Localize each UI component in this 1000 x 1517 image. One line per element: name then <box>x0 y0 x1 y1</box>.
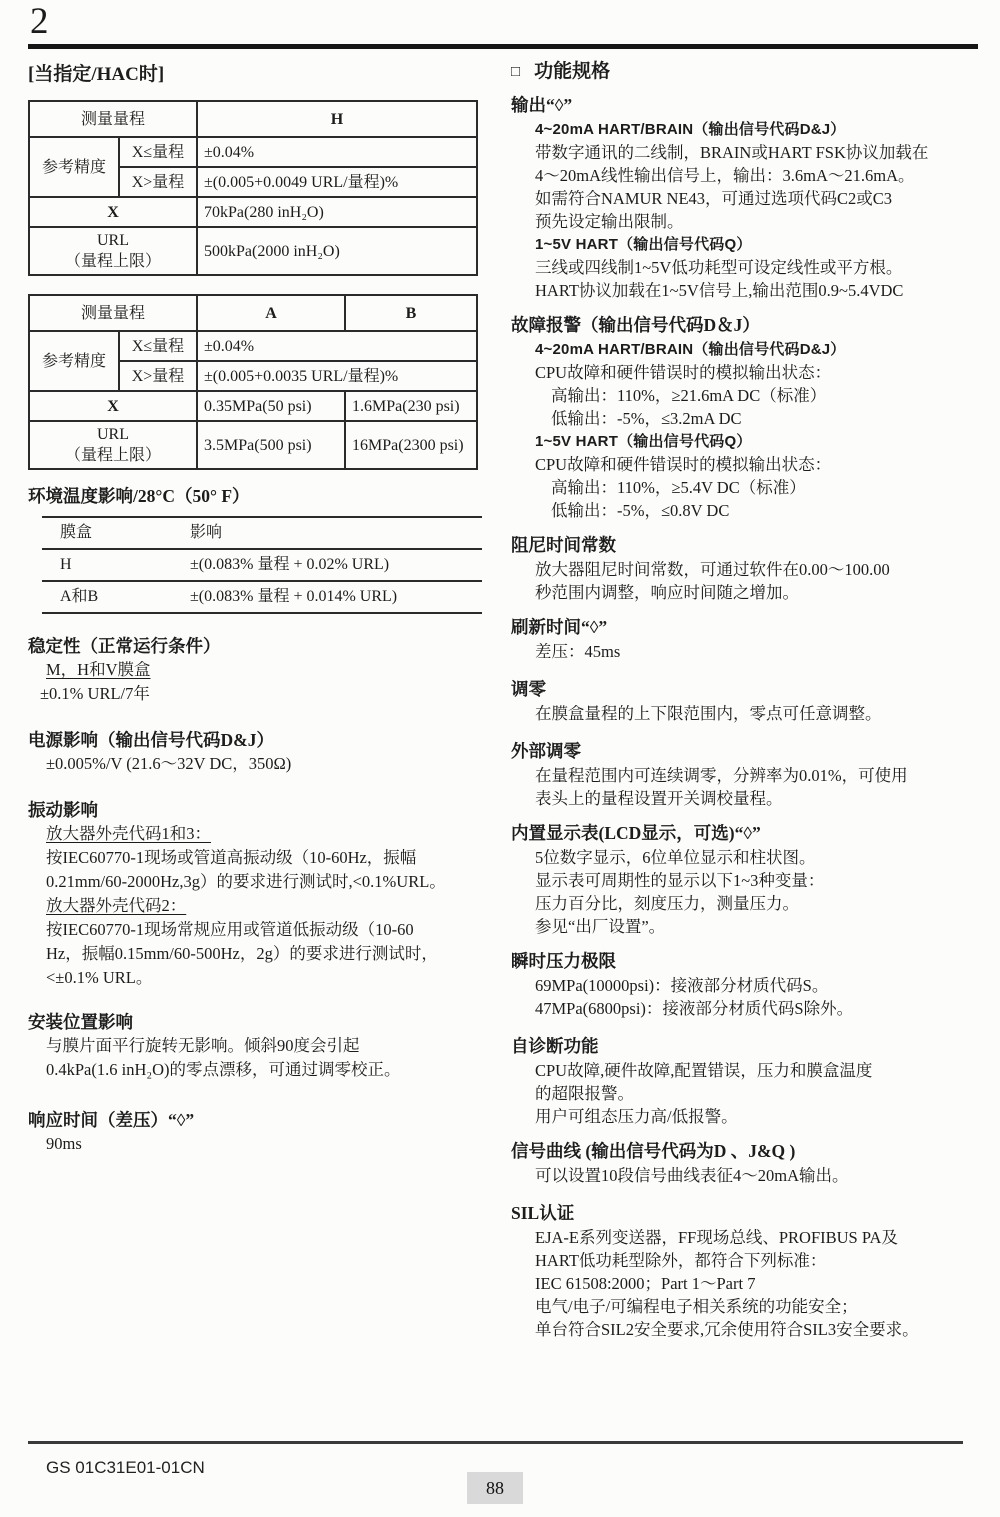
x-label: X <box>29 391 197 421</box>
section-lcd-display <box>511 821 989 938</box>
effect-ab: ±(0.083% 量程 + 0.014% URL) <box>188 581 482 613</box>
text-line: Hz，振幅0.15mm/60-500Hz，2g）的要求进行测试时， <box>46 944 438 963</box>
section-output <box>511 93 989 302</box>
table-header-a: A <box>197 295 345 331</box>
text-line: 带数字通讯的二线制，BRAIN或HART FSK协议加载在 <box>535 143 929 162</box>
text-line: 表头上的量程设置开关调校量程。 <box>535 789 783 808</box>
text-line: 低输出：-5%，≤3.2mA DC <box>551 409 742 428</box>
section-heading: 自诊断功能 <box>511 1036 599 1056</box>
text-line: 与膜片面平行旋转无影响。倾斜90度会引起 <box>46 1036 360 1055</box>
page-chapter-number: 2 <box>30 1 49 42</box>
effect-col-header: 影响 <box>188 517 482 549</box>
section-heading: 阻尼时间常数 <box>511 535 616 555</box>
le-span-value: ±0.04% <box>197 137 477 167</box>
section-heading: 故障报警（输出信号代码D＆J） <box>511 315 760 335</box>
power-influence-value: ±0.005%/V (21.6～32V DC，350Ω) <box>46 754 292 773</box>
x-value: 70kPa(280 inH₂O) <box>197 197 477 227</box>
text-line: 秒范围内调整，响应时间随之增加。 <box>535 583 799 602</box>
capsule-col-header: 膜盒 <box>42 517 188 549</box>
stability-subhead: M，H和V膜盒 <box>46 660 151 679</box>
text-line: HART低功耗型除外，都符合下列标准： <box>535 1251 827 1270</box>
text-line: 按IEC60770-1现场或管道高振动级（10-60Hz，振幅 <box>46 848 417 867</box>
text-line: 放大器阻尼时间常数，可通过软件在0.00～100.00 <box>535 560 890 579</box>
text-line: 可以设置10段信号曲线表征4～20mA输出。 <box>535 1166 849 1185</box>
section-heading: 调零 <box>511 679 546 699</box>
le-span-label: X≤量程 <box>119 331 197 361</box>
section-damping <box>511 533 989 604</box>
section-heading: 内置显示表(LCD显示，可选)“◊” <box>511 823 761 843</box>
gt-span-label: X>量程 <box>119 361 197 391</box>
text-line: EJA-E系列变送器，FF现场总线、PROFIBUS PA及 <box>535 1228 898 1247</box>
section-self-diagnostics <box>511 1034 989 1128</box>
section-heading: 输出“◊” <box>511 95 573 115</box>
temp-influence-title: 环境温度影响/28°C（50° F） <box>28 486 250 506</box>
text-line: IEC 61508:2000；Part 1～Part 7 <box>535 1274 756 1293</box>
accuracy-table-h <box>28 100 478 276</box>
text-line: 显示表可周期性的显示以下1~3种变量： <box>535 871 825 890</box>
footer-rule <box>28 1441 963 1444</box>
section-overpressure <box>511 949 989 1020</box>
subheading: 1~5V HART（输出信号代码Q） <box>535 236 752 253</box>
section-heading: 刷新时间“◊” <box>511 617 608 637</box>
section-signal-curve <box>511 1139 989 1187</box>
table-header-b: B <box>345 295 477 331</box>
text-line: 电气/电子/可编程电子相关系统的功能安全； <box>535 1297 858 1316</box>
text-line: 4～20mA线性输出信号上，输出：3.6mA～21.6mA。 <box>535 166 915 185</box>
section-failure-alarm <box>511 313 989 522</box>
section-heading: 瞬时压力极限 <box>511 951 616 971</box>
section-heading: 外部调零 <box>511 741 581 761</box>
page-number-badge: 88 <box>467 1472 523 1504</box>
subheading: 1~5V HART（输出信号代码Q） <box>535 433 752 450</box>
text-line: 在量程范围内可连续调零，分辨率为0.01%，可使用 <box>535 766 908 785</box>
section-external-zero <box>511 739 989 810</box>
right-column <box>511 58 989 1341</box>
text-line: 如需符合NAMUR NE43，可通过选项代码C2或C3 <box>535 189 893 208</box>
capsule-h: H <box>42 549 188 581</box>
text-line: 预先设定输出限制。 <box>535 212 684 231</box>
section-refresh-time <box>511 615 989 663</box>
section-heading: SIL认证 <box>511 1203 575 1223</box>
response-time-title: 响应时间（差压）“◊” <box>28 1110 195 1130</box>
text-line: CPU故障和硬件错误时的模拟输出状态： <box>535 455 832 474</box>
text-line: CPU故障,硬件故障,配置错误，压力和膜盒温度 <box>535 1061 873 1080</box>
text-line: 低输出：-5%，≤0.8V DC <box>551 501 730 520</box>
text-line: 差压：45ms <box>535 642 621 661</box>
hac-section-title: [当指定/HAC时] <box>28 64 165 85</box>
le-span-value: ±0.04% <box>197 331 477 361</box>
stability-title: 稳定性（正常运行条件） <box>28 636 221 656</box>
text-line: 0.21mm/60-2000Hz,3g）的要求进行测试时,<0.1%URL。 <box>46 872 446 891</box>
url-label-cell <box>29 421 197 469</box>
left-column <box>28 62 492 1156</box>
square-bullet-icon: □ <box>511 64 521 80</box>
header-rule <box>28 44 978 49</box>
accuracy-label: 参考精度 <box>29 137 119 197</box>
text-line: 三线或四线制1~5V低功耗型可设定线性或平方根。 <box>535 258 903 277</box>
functional-spec-title <box>511 58 989 87</box>
functional-spec-label: 功能规格 <box>534 61 611 82</box>
text-line: 单台符合SIL2安全要求,冗余使用符合SIL3安全要求。 <box>535 1320 919 1339</box>
text-line: CPU故障和硬件错误时的模拟输出状态： <box>535 363 832 382</box>
section-zero-adjust <box>511 677 989 725</box>
text-line: 参见“出厂设置”。 <box>535 917 666 936</box>
x-label: X <box>29 197 197 227</box>
text-line: 69MPa(10000psi)：接液部分材质代码S。 <box>535 976 829 995</box>
response-time-value: 90ms <box>46 1134 82 1153</box>
accuracy-table-ab <box>28 294 478 470</box>
text-line: HART协议加载在1~5V信号上,输出范围0.9~5.4VDC <box>535 281 904 300</box>
vibration-subhead-2: 放大器外壳代码2： <box>46 896 187 915</box>
x-value-b: 1.6MPa(230 psi) <box>345 391 477 421</box>
url-label: URL <box>97 426 129 443</box>
url-value-a: 3.5MPa(500 psi) <box>197 421 345 469</box>
url-label-cell <box>29 227 197 275</box>
url-value-b: 16MPa(2300 psi) <box>345 421 477 469</box>
document-code: GS 01C31E01-01CN <box>46 1458 205 1477</box>
text-line: 压力百分比，刻度压力，测量压力。 <box>535 894 799 913</box>
text-line: 用户可组态压力高/低报警。 <box>535 1107 738 1126</box>
gt-span-label: X>量程 <box>119 167 197 197</box>
mounting-title: 安装位置影响 <box>28 1012 133 1032</box>
power-influence-title: 电源影响（输出信号代码D&J） <box>28 730 274 750</box>
text-line: 高输出：110%，≥21.6mA DC（标准） <box>551 386 827 405</box>
subheading: 4~20mA HART/BRAIN（输出信号代码D&J） <box>535 121 846 138</box>
text-line: 47MPa(6800psi)：接液部分材质代码S除外。 <box>535 999 854 1018</box>
text-line: 按IEC60770-1现场常规应用或管道低振动级（10-60 <box>46 920 414 939</box>
vibration-title: 振动影响 <box>28 800 98 820</box>
url-label-sub: （量程上限） <box>65 447 162 464</box>
x-value-a: 0.35MPa(50 psi) <box>197 391 345 421</box>
table-header-span: 测量量程 <box>29 101 197 137</box>
le-span-label: X≤量程 <box>119 137 197 167</box>
url-value: 500kPa(2000 inH₂O) <box>197 227 477 275</box>
text-line: 的超限报警。 <box>535 1084 634 1103</box>
text-line: 高输出：110%，≥5.4V DC（标准） <box>551 478 806 497</box>
table-header-span: 测量量程 <box>29 295 197 331</box>
text-line: 在膜盒量程的上下限范围内，零点可任意调整。 <box>535 704 882 723</box>
gt-span-value: ±(0.005+0.0049 URL/量程)% <box>197 167 477 197</box>
accuracy-label: 参考精度 <box>29 331 119 391</box>
url-label-sub: （量程上限） <box>65 253 162 270</box>
temp-influence-table <box>42 516 482 614</box>
text-line: 0.4kPa(1.6 inH₂O)的零点漂移，可通过调零校正。 <box>46 1060 401 1079</box>
stability-value: ±0.1% URL/7年 <box>40 684 150 703</box>
section-heading: 信号曲线 (输出信号代码为D 、J&Q ) <box>511 1141 796 1161</box>
subheading: 4~20mA HART/BRAIN（输出信号代码D&J） <box>535 341 846 358</box>
section-sil-certification <box>511 1201 989 1341</box>
text-line: <±0.1% URL。 <box>46 968 153 987</box>
vibration-subhead-1: 放大器外壳代码1和3： <box>46 824 211 843</box>
url-label: URL <box>97 232 129 249</box>
table-header-h: H <box>197 101 477 137</box>
effect-h: ±(0.083% 量程 + 0.02% URL) <box>188 549 482 581</box>
text-line: 5位数字显示，6位单位显示和柱状图。 <box>535 848 816 867</box>
capsule-ab: A和B <box>42 581 188 613</box>
gt-span-value: ±(0.005+0.0035 URL/量程)% <box>197 361 477 391</box>
